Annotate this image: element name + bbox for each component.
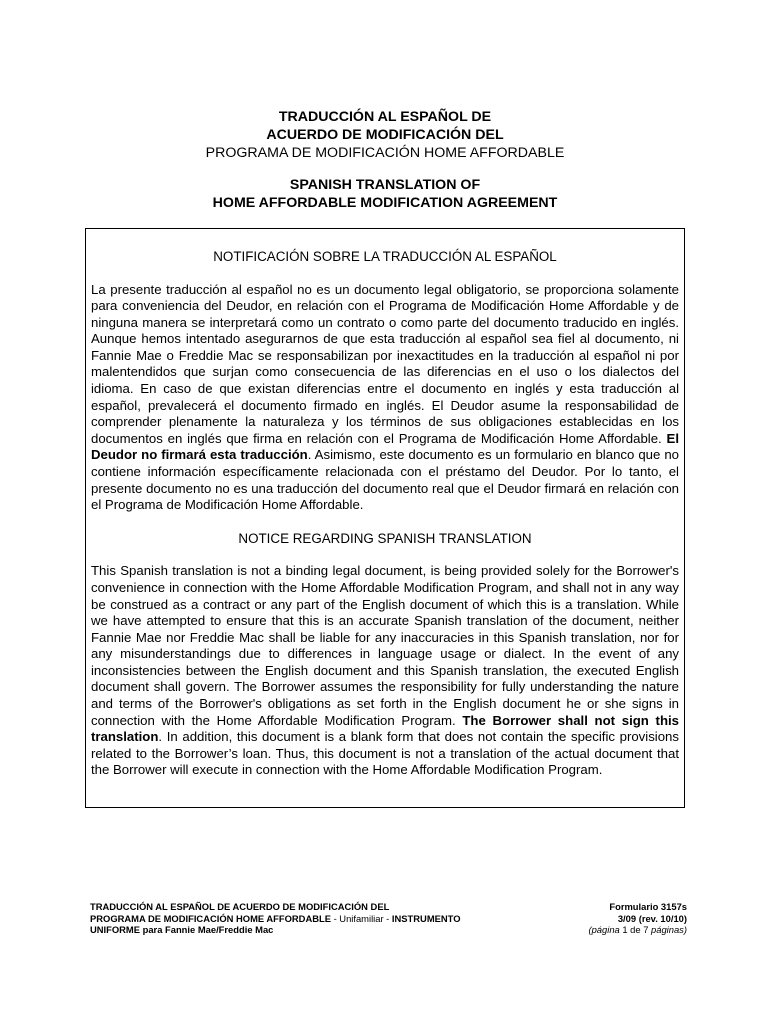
footer-left-line-2 — [90, 913, 530, 925]
footer-left-line-3: UNIFORME para Fannie Mae/Freddie Mac — [90, 924, 274, 936]
footer-left-line-1: TRADUCCIÓN AL ESPAÑOL DE ACUERDO DE MODIFICACIÓN DEL — [90, 901, 390, 912]
spanish-notice-text-1: La presente traducción al español no es un documento legal obligatorio, se proporciona solamente para conveniencia del Deudor, en relación con el Programa de Modificación Home Affordable y de ninguna manera se interpretará como un contrato o como parte del documento traducido en inglés. Aunque hemos intentado asegurarnos de que esta traducción al español sea fiel al documento, ni Fannie Mae o Freddie Mac se responsabilizan por inexactitudes en la traducción al español ni por malentendidos que surjan como consecuencia de las diferencias en el uso o los dialectos del idioma. En caso de que existan diferencias entre el documento en inglés y esta traducción al español, prevalecerá el documento firmado en inglés. El Deudor asume la responsabilidad de comprender plenamente la naturaleza y los términos de sus obligaciones establecidas en los documentos en inglés que firma en relación con el Programa de Modificación Home Affordable. — [91, 281, 679, 446]
page-label: (página — [588, 924, 620, 936]
header-title-line-5: HOME AFFORDABLE MODIFICATION AGREEMENT — [212, 195, 558, 211]
form-number: Formulario 3157s — [609, 901, 687, 912]
notice-box — [85, 228, 685, 808]
header-title-line-2: ACUERDO DE MODIFICACIÓN DEL — [266, 127, 504, 143]
pages-label: páginas) — [651, 924, 687, 936]
english-notice-paragraph — [91, 563, 679, 779]
page-count: 1 de 7 — [619, 924, 652, 936]
header-title-line-4: SPANISH TRANSLATION OF — [289, 177, 481, 193]
spanish-notice-paragraph — [91, 282, 679, 514]
english-notice-text-1: This Spanish translation is not a binding legal document, is being provided solely for the Borrower's convenience in connection with the Home Affordable Modification Program, and shall not in any way be construed as a contract or any part of the English document of which this is a translation. While we have attempted to ensure that this is an accurate Spanish translation of the document, neither Fannie Mae nor Freddie Mac shall be liable for any inaccuracies in this Spanish translation, nor for any misunderstandings due to differences in language usage or dialect. In the event of any inconsistencies between the English document and this Spanish translation, the executed English document shall govern. The Borrower assumes the responsibility for fully understanding the nature and terms of the Borrower's obligations as set forth in the English document he or she signs in connection with the Home Affordable Modification Program. — [91, 563, 679, 728]
english-notice-title: NOTICE REGARDING SPANISH TRANSLATION — [238, 530, 532, 546]
spanish-notice-title: NOTIFICACIÓN SOBRE LA TRADUCCIÓN AL ESPAÑOL — [213, 249, 557, 264]
document-header — [0, 108, 770, 212]
footer-instrument: INSTRUMENTO — [391, 912, 461, 924]
spanish-notice-text-2: . Asimismo, este documento es un formulario en blanco que no contiene información específicamente relacionada con el préstamo del Deudor. Por lo tanto, el presente documento no es una traducción del documento real que el Deudor firmará en relación con el Programa de Modificación Home Affordable. — [91, 447, 679, 513]
spanish-notice-bold: El Deudor no firmará esta traducción — [91, 430, 679, 463]
footer-right — [588, 901, 687, 936]
header-title-line-1: TRADUCCIÓN AL ESPAÑOL DE — [278, 109, 492, 125]
english-notice-bold: The Borrower shall not sign this translation — [91, 712, 679, 745]
header-title-line-3: PROGRAMA DE MODIFICACIÓN HOME AFFORDABLE — [205, 145, 565, 161]
footer-program-name: PROGRAMA DE MODIFICACIÓN HOME AFFORDABLE — [90, 912, 331, 924]
footer-left — [90, 901, 530, 936]
footer-family-type: - Unifamiliar - — [330, 912, 392, 924]
page-indicator — [588, 924, 687, 936]
english-notice-text-2: . In addition, this document is a blank form that does not contain the specific provisions related to the Borrower’s loan. Thus, this document is not a translation of the actual document that the Borrower will execute in connection with the Home Affordable Modification Program. — [91, 729, 679, 778]
form-revision: 3/09 (rev. 10/10) — [617, 912, 687, 924]
